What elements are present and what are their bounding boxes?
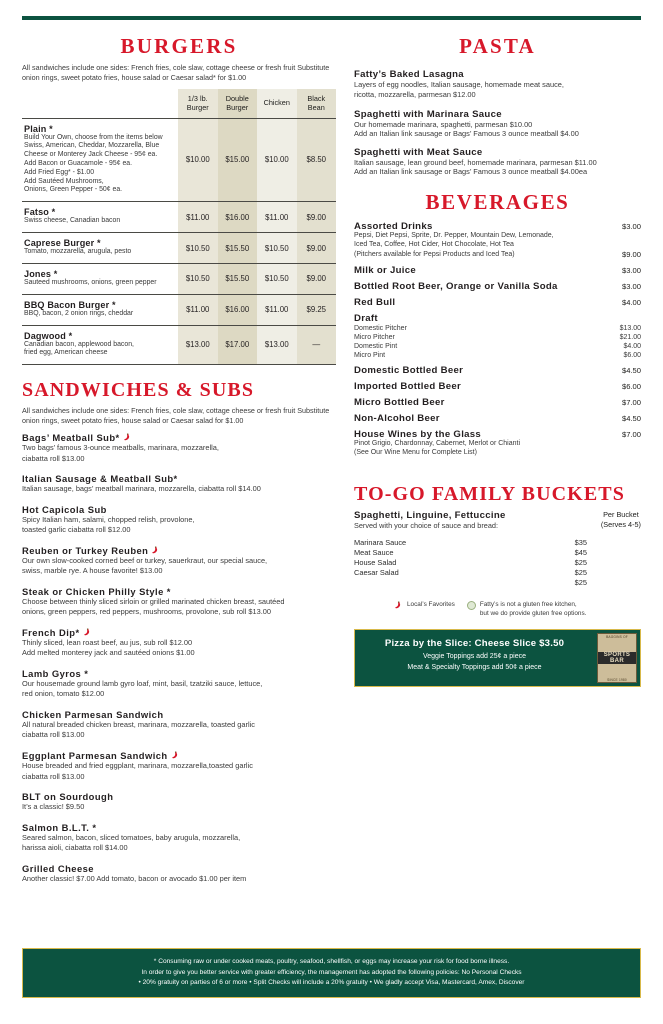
burger-item-cell (22, 118, 178, 202)
column-header-chicken: Chicken (257, 89, 297, 118)
burger-price-cell: $11.00 (257, 202, 297, 233)
chili-pepper-icon (83, 628, 92, 637)
sports-bar-logo (597, 633, 637, 683)
sandwich-desc: Another classic! $7.00 Add tomato, bacon or avocado $1.00 per item (22, 873, 247, 883)
legend-gluten-free (467, 601, 587, 618)
pizza-veggie-line: Veggie Toppings add 25¢ a piece (422, 652, 526, 660)
sandwich-name: Salmon B.L.T. * (22, 821, 97, 833)
list-item (22, 822, 336, 854)
chili-pepper-icon (151, 546, 160, 555)
serves-label: (Serves 4-5) (600, 519, 641, 529)
bucket-item-price: $45 (574, 548, 587, 558)
pasta-desc: Our homemade marinara, spaghetti, parmesan $10.00 Add an Italian link sausage or Bags’ Famous 3 ounce meatball $4.00 (354, 120, 579, 139)
per-bucket-label: Per Bucket (603, 510, 639, 520)
draft-label: Domestic Pitcher (354, 324, 407, 332)
list-item (22, 545, 336, 577)
burger-item-desc: BBQ, bacon, 2 onion rings, cheddar (24, 309, 134, 317)
table-row (22, 118, 336, 202)
beverage-price: $4.50 (621, 365, 641, 375)
beverage-price: $4.50 (621, 413, 641, 423)
pizza-banner-text (355, 630, 594, 686)
draft-row (354, 342, 641, 351)
burger-price-cell: $15.50 (218, 263, 258, 294)
sandwich-name: Reuben or Turkey Reuben (22, 545, 336, 556)
burger-item-desc: Swiss cheese, Canadian bacon (24, 217, 121, 225)
buckets-header (354, 510, 641, 530)
bucket-names (354, 538, 406, 587)
sandwich-name: Grilled Cheese (22, 862, 94, 874)
list-item (354, 381, 641, 392)
footer-line-1: * Consuming raw or under cooked meats, poultry, seafood, shellfish, or eggs may increase your risk for food borne illness. (153, 958, 510, 966)
draft-price: $13.00 (619, 324, 641, 332)
beverage-name: Bottled Root Beer, Orange or Vanilla Soda (354, 280, 558, 292)
sandwich-name: Steak or Chicken Philly Style * (22, 585, 171, 597)
beverage-name: Milk or Juice (354, 264, 417, 276)
beverage-simple-list (354, 265, 641, 308)
burger-price-cell: $10.00 (178, 118, 218, 202)
legend-favorites (394, 601, 455, 610)
left-column (22, 34, 336, 893)
pizza-title: Pizza by the Slice: Cheese Slice $3.50 (384, 637, 565, 649)
burger-price-cell: $9.25 (297, 294, 337, 325)
burgers-header-blank (22, 89, 178, 118)
table-row (22, 263, 336, 294)
menu-page (0, 16, 663, 1024)
chili-pepper-icon (171, 751, 180, 760)
draft-row (354, 333, 641, 342)
burger-price-cell: $10.50 (257, 263, 297, 294)
beverage-draft (354, 313, 641, 360)
footer-disclaimer (22, 948, 641, 998)
pitcher-note: (Pitchers available for Pepsi Products and Iced Tea) (354, 250, 515, 258)
beverage-price: $3.00 (621, 281, 641, 291)
sandwich-desc: Our housemade ground lamb gyro loaf, mint, basil, tzatziki sauce, lettuce, red onion, tomato $12.00 (22, 678, 263, 699)
legend-gluten-label: Fatty’s is not a gluten free kitchen, but we do provide gluten free options. (479, 601, 587, 617)
burger-item-desc: Tomato, mozzarella, arugula, pesto (24, 248, 132, 256)
top-rule (22, 16, 641, 20)
sandwich-desc: Two bags’ famous 3-ounce meatballs, marinara, mozzarella, ciabatta roll $13.00 (22, 443, 219, 463)
sandwich-name: Lamb Gyros * (22, 667, 89, 679)
bucket-item-name: Caesar Salad (354, 567, 399, 577)
logo-top-text: BAGGINS OF (606, 634, 628, 639)
sandwich-desc: Seared salmon, bacon, sliced tomatoes, baby arugula, mozzarella, harissa aioli, ciabatta roll $14.00 (22, 832, 241, 853)
table-row (22, 233, 336, 264)
chili-pepper-icon (394, 601, 403, 610)
sandwich-name: Bags’ Meatball Sub* (22, 432, 336, 443)
list-item (22, 791, 336, 813)
sandwich-desc: Italian sausage, bags’ meatball marinara, mozzarella, ciabatta roll $14.00 (22, 484, 261, 494)
sandwiches-title: SANDWICHES & SUBS (22, 379, 255, 402)
draft-label: Domestic Pint (354, 342, 398, 350)
buckets-title: TO-GO FAMILY BUCKETS (354, 483, 625, 506)
burgers-note: All sandwiches include one sides: French fries, cole slaw, cottage cheese or fresh fruit Substitute onion rings, sweet potato fries, house salad or Caesar salad* for $1.00 (22, 63, 330, 82)
footer-line-2: In order to give you better service with greater efficiency, the management has adopted the following policies: No Personal Checks (141, 968, 522, 976)
burger-price-cell: $10.50 (257, 233, 297, 264)
pitcher-price: $9.00 (621, 249, 641, 259)
right-column (354, 34, 641, 893)
sandwiches-note: All sandwiches include one sides: French fries, cole slaw, cottage cheese or fresh fruit Substitute onion rings, sweet potato fries, house salad or Caesar salad for $1.00 (22, 406, 330, 425)
assorted-drinks-name: Assorted Drinks (354, 221, 433, 233)
buckets-subtitle: Spaghetti, Linguine, Fettuccine (354, 510, 506, 522)
burger-item-name: BBQ Bacon Burger * (24, 299, 116, 310)
sandwich-desc: All natural breaded chicken breast, marinara, mozzarella, toasted garlic ciabatta roll $13.00 (22, 719, 255, 740)
list-item (22, 709, 336, 741)
list-item (354, 365, 641, 376)
burger-item-name: Jones * (24, 268, 58, 279)
pasta-title: PASTA (459, 34, 536, 58)
column-header-third-lb: 1/3 lb. Burger (178, 89, 218, 118)
sandwich-name: Eggplant Parmesan Sandwich (22, 750, 336, 761)
house-wines-name: House Wines by the Glass (354, 428, 482, 440)
list-item (354, 69, 641, 100)
list-item (354, 297, 641, 308)
sandwich-name: French Dip* (22, 627, 336, 638)
burger-item-desc: Canadian bacon, applewood bacon, fried egg, American cheese (24, 340, 134, 357)
assorted-drinks-price: $3.00 (621, 222, 641, 232)
table-row (22, 294, 336, 325)
bucket-item-name: House Salad (354, 558, 397, 568)
beverage-price: $4.00 (621, 297, 641, 307)
beverage-assorted-drinks (354, 221, 641, 259)
burger-price-cell: $11.00 (178, 294, 218, 325)
list-item (354, 147, 641, 176)
list-item (22, 750, 336, 782)
column-header-double: Double Burger (218, 89, 258, 118)
pasta-name: Spaghetti with Marinara Sauce (354, 109, 502, 121)
list-item (22, 432, 336, 464)
burger-item-desc: Sauteed mushrooms, onions, green pepper (24, 278, 157, 286)
burger-price-cell: $13.00 (257, 325, 297, 365)
burger-price-cell: $9.00 (297, 233, 337, 264)
list-item (354, 281, 641, 292)
chili-pepper-icon (123, 433, 132, 442)
draft-label: Micro Pint (354, 351, 386, 359)
burger-price-cell: $11.00 (178, 202, 218, 233)
beverage-price: $7.00 (621, 397, 641, 407)
burger-item-name: Plain * (24, 123, 53, 134)
beverage-beers-list (354, 365, 641, 424)
pasta-desc: Layers of egg noodles, Italian sausage, homemade meat sauce, ricotta, mozzarella, parmesan $12.00 (354, 80, 564, 100)
burger-price-cell: $10.50 (178, 263, 218, 294)
bucket-item-name: Meat Sauce (354, 548, 394, 558)
sandwich-desc: Choose between thinly sliced sirloin or grilled marinated chicken breast, sautéed onions, green peppers, red peppers, mushrooms, provolone, sub roll $13.00 (22, 596, 285, 617)
bucket-item-price: $25 (574, 567, 587, 577)
pasta-name: Spaghetti with Meat Sauce (354, 147, 483, 159)
bucket-item-price: $25 (574, 558, 587, 568)
list-item (354, 397, 641, 408)
table-row (22, 202, 336, 233)
burger-item-name: Dagwood * (24, 330, 73, 341)
sandwich-name: Chicken Parmesan Sandwich (22, 708, 164, 720)
beer-name: Imported Bottled Beer (354, 380, 462, 392)
burger-price-cell: — (297, 325, 337, 365)
burger-item-cell (22, 233, 178, 264)
draft-row (354, 324, 641, 333)
list-item (354, 109, 641, 138)
beer-name: Non-Alcohol Beer (354, 412, 440, 424)
bucket-item-name: Marinara Sauce (354, 538, 407, 548)
burger-price-cell: $9.00 (297, 202, 337, 233)
burger-item-name: Fatso * (24, 207, 56, 218)
burgers-title: BURGERS (120, 34, 238, 58)
list-item (354, 265, 641, 276)
burger-price-cell: $10.00 (257, 118, 297, 202)
list-item (354, 413, 641, 424)
sandwich-desc: House breaded and fried eggplant, marinara, mozzarella,toasted garlic ciabatta roll $13.00 (22, 761, 253, 781)
legend (354, 601, 641, 618)
burger-price-cell: $16.00 (218, 294, 258, 325)
beverage-name: Red Bull (354, 296, 396, 308)
burger-item-desc: Build Your Own, choose from the items below Swiss, American, Cheddar, Mozzarella, Blue Cheese or Monterey Jack Cheese - 95¢ ea. Add Bacon or Guacamole - 95¢ ea. Add Fried Egg* - $1.00 Add Sautéed Mushrooms, Onions, Green Pepper - 50¢ ea. (24, 133, 163, 194)
burger-item-cell (22, 325, 178, 365)
footer-line-3: • 20% gratuity on parties of 6 or more • Split Checks will include a 20% gratuity • We gladly accept Visa, Mastercard, Amex, Discover (138, 978, 525, 986)
beer-name: Domestic Bottled Beer (354, 364, 464, 376)
assorted-drinks-desc: Pepsi, Diet Pepsi, Sprite, Dr. Pepper, Mountain Dew, Lemonade, Iced Tea, Coffee, Hot Cider, Hot Chocolate, Hot Tea (354, 232, 554, 248)
table-row (22, 325, 336, 365)
bucket-item-price: $35 (574, 538, 587, 548)
burger-item-cell (22, 294, 178, 325)
house-wines-price: $7.00 (621, 429, 641, 439)
burger-price-cell: $9.00 (297, 263, 337, 294)
sandwich-name: BLT on Sourdough (22, 791, 114, 803)
burger-price-cell: $10.50 (178, 233, 218, 264)
beverage-price: $6.00 (621, 381, 641, 391)
beer-name: Micro Bottled Beer (354, 396, 445, 408)
draft-row (354, 351, 641, 360)
burger-price-cell: $15.00 (218, 118, 258, 202)
buckets-rows (354, 538, 641, 587)
list-item (22, 504, 336, 536)
beverage-price: $3.00 (621, 265, 641, 275)
sandwich-desc: Our own slow-cooked corned beef or turkey, sauerkraut, our special sauce, swiss, marble rye. A house favorite! $13.00 (22, 555, 268, 576)
draft-price: $6.00 (623, 351, 641, 359)
buckets-served-note: Served with your choice of sauce and bread: (354, 521, 498, 531)
legend-favorites-label: Local’s Favorites (407, 601, 455, 609)
burger-price-cell: $13.00 (178, 325, 218, 365)
list-item (22, 863, 336, 885)
beverages-title: BEVERAGES (425, 190, 570, 215)
sandwich-desc: It’s a classic! $9.50 (22, 802, 85, 812)
sandwich-name: Hot Capicola Sub (22, 503, 107, 515)
burger-price-cell: $17.00 (218, 325, 258, 365)
pasta-list (354, 69, 641, 176)
draft-price: $4.00 (623, 342, 641, 350)
beverage-house-wines (354, 429, 641, 458)
burgers-header-row (22, 89, 336, 118)
sandwich-name: Italian Sausage & Meatball Sub* (22, 473, 178, 485)
burgers-table (22, 89, 336, 365)
column-header-black-bean: Black Bean (297, 89, 337, 118)
sandwich-desc: Thinly sliced, lean roast beef, au jus, sub roll $12.00 Add melted monterey jack and sautéed onions $1.00 (22, 637, 195, 658)
list-item (22, 586, 336, 618)
burger-price-cell: $8.50 (297, 118, 337, 202)
list-item (22, 627, 336, 659)
list-item (22, 473, 336, 495)
pasta-name: Fatty’s Baked Lasagna (354, 69, 464, 80)
gluten-free-icon (467, 601, 476, 610)
logo-bottom-text: SINCE 1980 (607, 677, 627, 682)
burger-item-cell (22, 263, 178, 294)
bucket-item-price: $25 (574, 577, 587, 587)
pizza-meat-line: Meat & Specialty Toppings add 50¢ a piece (407, 663, 542, 671)
sandwiches-list (22, 432, 336, 884)
list-item (22, 668, 336, 700)
burger-item-cell (22, 202, 178, 233)
burger-price-cell: $11.00 (257, 294, 297, 325)
burger-price-cell: $16.00 (218, 202, 258, 233)
draft-price: $21.00 (619, 333, 641, 341)
logo-band-text: SPORTS BAR (598, 652, 636, 664)
burger-price-cell: $15.50 (218, 233, 258, 264)
draft-name: Draft (354, 312, 378, 324)
pasta-desc: Italian sausage, lean ground beef, homemade marinara, parmesan $11.00 Add an Italian link sausage or Bags’ Famous 3 ounce meatball $4.00ea (354, 158, 597, 177)
menu-columns (22, 34, 641, 893)
burger-item-name: Caprese Burger * (24, 238, 101, 249)
bucket-prices (575, 538, 641, 587)
draft-label: Micro Pitcher (354, 333, 395, 341)
sandwich-desc: Spicy Italian ham, salami, chopped relish, provolone, toasted garlic ciabatta roll $12.00 (22, 514, 195, 535)
house-wines-desc: Pinot Grigio, Chardonnay, Cabernet, Merlot or Chianti (See Our Wine Menu for Complete List) (354, 439, 521, 456)
pizza-banner (354, 629, 641, 687)
